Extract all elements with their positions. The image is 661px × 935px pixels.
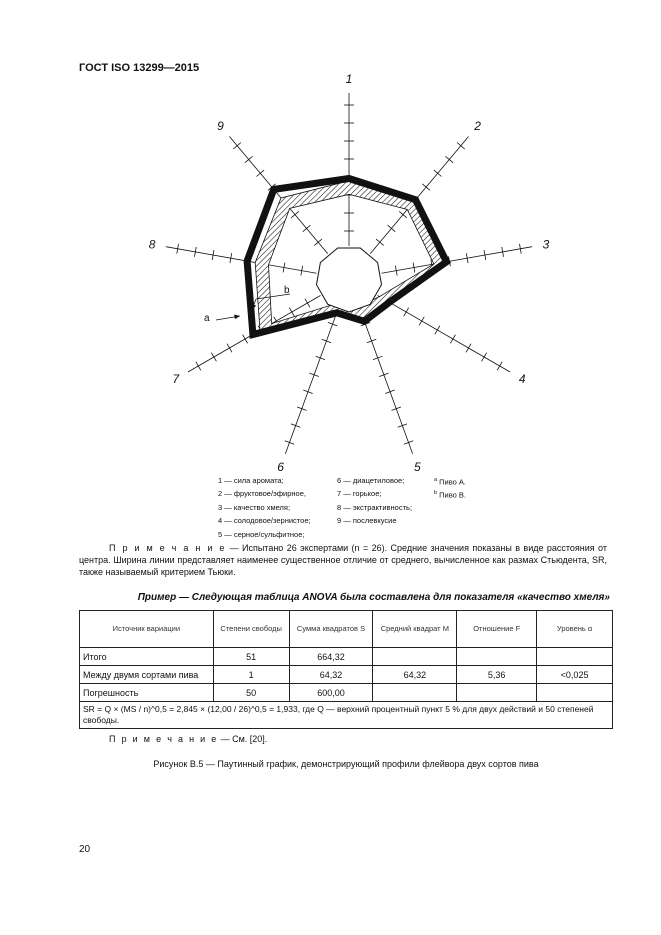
spoke-tick <box>373 356 382 359</box>
legend-item-5: 5 — серное/сульфитное; <box>218 530 305 539</box>
cell-df: 50 <box>213 684 289 702</box>
legend-item-1: 1 — сила аромата; <box>218 476 284 485</box>
spoke-axis-3 <box>381 247 532 274</box>
spoke-tick <box>211 353 216 362</box>
table-note-text: — См. [20]. <box>218 734 268 744</box>
spoke-tick <box>379 373 388 376</box>
spoke-tick <box>367 339 376 342</box>
spoke-tick <box>435 326 440 335</box>
spoke-tick <box>289 308 294 317</box>
spoke-tick <box>482 353 487 362</box>
legend-series-b-text: Пиво В. <box>439 490 466 500</box>
cell-ss: 64,32 <box>289 666 373 684</box>
annotation-a-leader <box>216 316 240 320</box>
table-footnote: SR = Q × (MS / n)^0,5 = 2,845 × (12,00 / 26)^0,5 = 1,933, где Q — верхний процентный пункт 5 % для двух действий и 50 степеней свободы. <box>80 702 613 729</box>
cell-ms: 64,32 <box>373 666 457 684</box>
legend-item-7: 7 — горькое; <box>337 489 382 498</box>
cell-alpha <box>537 648 613 666</box>
spoke-axis-8 <box>166 247 317 274</box>
legend-series-a-text: Пиво А. <box>439 477 466 487</box>
spoke-tick <box>392 407 401 410</box>
header-df: Степени свободы <box>213 611 289 648</box>
spoke-tick <box>457 142 465 148</box>
anova-table <box>79 610 613 729</box>
table-footnote-row <box>80 702 613 729</box>
spoke-tick <box>404 441 413 444</box>
spoke-tick <box>388 225 396 231</box>
spoke-label-8: 8 <box>148 237 156 252</box>
spoke-tick <box>196 362 201 371</box>
spoke-axis-4 <box>378 296 511 373</box>
cell-source: Погрешность <box>80 684 214 702</box>
legend-item-8: 8 — экстрактивность; <box>337 503 413 512</box>
legend-item-9: 9 — послевкусие <box>337 516 397 525</box>
spoke-axis-6 <box>285 310 337 454</box>
cell-ms <box>373 684 457 702</box>
spoke-tick <box>314 239 322 245</box>
spoke-tick <box>434 170 442 176</box>
note-lead: П р и м е ч а н и е <box>109 543 227 553</box>
spoke-tick <box>303 390 312 393</box>
cell-source: Между двумя сортами пива <box>80 666 214 684</box>
header-f: Отношение F <box>457 611 537 648</box>
spoke-axis-5 <box>360 310 412 454</box>
header-source: Источник вариации <box>80 611 214 648</box>
legend-series-b-mark: b <box>434 490 438 496</box>
inner-ring <box>317 248 382 312</box>
document-header: ГОСТ ISO 13299—2015 <box>79 62 200 74</box>
spoke-tick <box>376 239 384 245</box>
example-title: Пример — Следующая таблица ANOVA была составлена для показателя «качество хмеля» <box>137 592 610 603</box>
spoke-tick <box>450 335 455 344</box>
spoke-tick <box>305 299 310 308</box>
spoke-label-5: 5 <box>414 459 421 474</box>
spoke-tick <box>404 308 409 317</box>
spoke-tick <box>291 424 300 427</box>
spoke-tick <box>303 225 311 231</box>
spoke-label-4: 4 <box>518 372 526 386</box>
legend-item-3: 3 — качество хмеля; <box>218 503 291 512</box>
spoke-tick <box>398 424 407 427</box>
table-row <box>80 648 613 666</box>
spoke-tick <box>385 390 394 393</box>
table-note <box>79 733 607 745</box>
spoke-tick <box>419 317 424 326</box>
header-ss: Сумма квадратов S <box>289 611 373 648</box>
spoke-label-7: 7 <box>172 372 180 386</box>
spoke-tick <box>227 344 232 353</box>
spoke-label-3: 3 <box>542 237 550 252</box>
annotation-b-label: b <box>284 285 290 296</box>
spoke-tick <box>243 335 248 344</box>
legend-series-a-mark: a <box>434 477 438 483</box>
header-ms: Средний квадрат M <box>373 611 457 648</box>
spoke-tick <box>297 407 306 410</box>
note-text: — Испытано 26 экспертами (n = 26). Средние значения показаны в виде расстояния от центра. Ширина линии представляет наименее существенное отличие от среднего, вычисленное как размах Стьюдента, SR, также называемый критерием Тьюки. <box>79 543 607 577</box>
spider-chart <box>148 72 550 480</box>
cell-df: 51 <box>213 648 289 666</box>
spoke-tick <box>245 156 253 162</box>
cell-f <box>457 684 537 702</box>
cell-f: 5,36 <box>457 666 537 684</box>
cell-f <box>457 648 537 666</box>
cell-df: 1 <box>213 666 289 684</box>
spoke-tick <box>285 441 294 444</box>
spoke-tick <box>328 322 337 325</box>
figure-caption: Рисунок B.5 — Паутинный график, демонстрирующий профили флейвора двух сортов пива <box>153 759 539 769</box>
spoke-tick <box>422 184 430 190</box>
table-header-row <box>80 611 613 648</box>
cell-source: Итого <box>80 648 214 666</box>
header-alpha: Уровень α <box>537 611 613 648</box>
table-row <box>80 666 613 684</box>
legend-item-2: 2 — фруктовое/эфирное, <box>218 489 306 498</box>
cell-alpha: <0,025 <box>537 666 613 684</box>
legend-item-4: 4 — солодовое/зернистое; <box>218 516 311 525</box>
figure-note <box>79 542 607 578</box>
spoke-label-2: 2 <box>474 118 481 133</box>
spoke-label-1: 1 <box>345 72 353 86</box>
spoke-label-6: 6 <box>277 459 284 474</box>
table-note-lead: П р и м е ч а н и е <box>109 734 219 744</box>
legend-series-b <box>434 487 466 502</box>
spoke-tick <box>256 170 264 176</box>
page-number: 20 <box>79 844 91 855</box>
spoke-tick <box>322 339 331 342</box>
cell-alpha <box>537 684 613 702</box>
cell-ss: 664,32 <box>289 648 373 666</box>
spoke-tick <box>497 362 502 371</box>
spoke-tick <box>399 211 407 217</box>
spoke-tick <box>233 142 241 148</box>
cell-ss: 600,00 <box>289 684 373 702</box>
cell-ms <box>373 648 457 666</box>
spoke-tick <box>291 211 299 217</box>
annotation-a-label: a <box>204 313 210 324</box>
spoke-tick <box>316 356 325 359</box>
spoke-label-9: 9 <box>217 118 224 133</box>
spoke-tick <box>466 344 471 353</box>
spoke-tick <box>445 156 453 162</box>
table-row <box>80 684 613 702</box>
spoke-tick <box>309 373 318 376</box>
legend-item-6: 6 — диацетиловое; <box>337 476 405 485</box>
